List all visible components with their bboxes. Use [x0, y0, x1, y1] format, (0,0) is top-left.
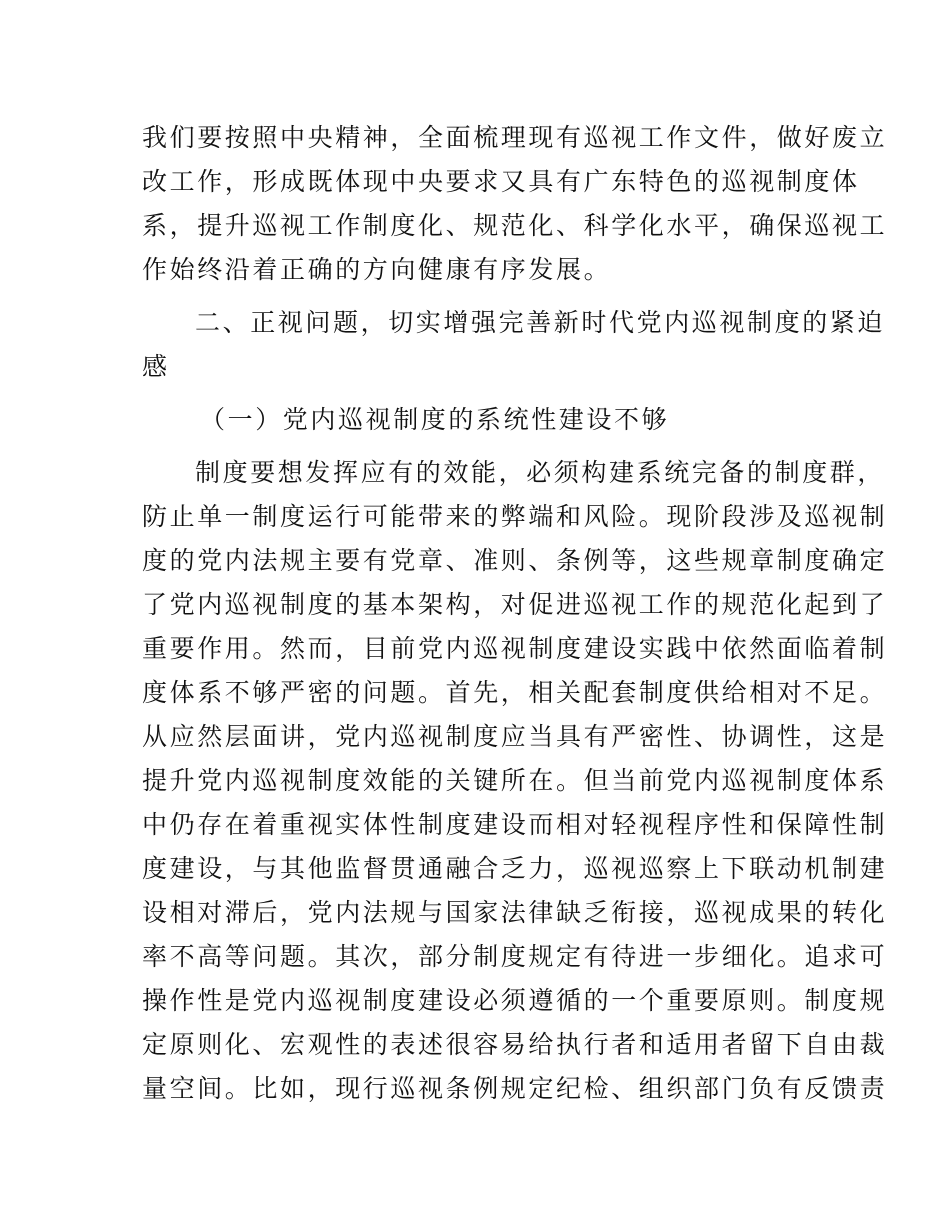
text-line: 了党内巡视制度的基本架构，对促进巡视工作的规范化起到了 — [142, 590, 888, 619]
text-line: 率不高等问题。其次，部分制度规定有待进一步细化。追求可 — [142, 942, 888, 971]
text-line: 作始终沿着正确的方向健康有序发展。 — [142, 255, 612, 284]
text-line: 量空间。比如，现行巡视条例规定纪检、组织部门负有反馈责 — [142, 1074, 888, 1103]
text-line: 从应然层面讲，党内巡视制度应当具有严密性、协调性，这是 — [142, 722, 888, 751]
text-line: 重要作用。然而，目前党内巡视制度建设实践中依然面临着制 — [142, 634, 888, 663]
paragraph-2 — [142, 451, 888, 1111]
document-body — [142, 116, 888, 1111]
paragraph-1 — [142, 116, 888, 292]
text-line: 操作性是党内巡视制度建设必须遵循的一个重要原则。制度规 — [142, 986, 888, 1015]
text-line: 度体系不够严密的问题。首先，相关配套制度供给相对不足。 — [142, 678, 888, 707]
text-line: 度建设，与其他监督贯通融合乏力，巡视巡察上下联动机制建 — [142, 854, 888, 883]
text-line: 度的党内法规主要有党章、准则、条例等，这些规章制度确定 — [142, 546, 888, 575]
text-line: 系，提升巡视工作制度化、规范化、科学化水平，确保巡视工 — [142, 211, 888, 240]
subsection-heading — [142, 398, 812, 442]
text-line: 提升党内巡视制度效能的关键所在。但当前党内巡视制度体系 — [142, 766, 888, 795]
section-heading — [142, 301, 886, 389]
text-line: 制度要想发挥应有的效能，必须构建系统完备的制度群， — [195, 458, 886, 487]
text-line: 防止单一制度运行可能带来的弊端和风险。现阶段涉及巡视制 — [142, 502, 888, 531]
text-line: 定原则化、宏观性的表述很容易给执行者和适用者留下自由裁 — [142, 1030, 888, 1059]
text-line: 改工作，形成既体现中央要求又具有广东特色的巡视制度体 — [142, 167, 860, 196]
text-line: 中仍存在着重视实体性制度建设而相对轻视程序性和保障性制 — [142, 810, 888, 839]
text-line: 我们要按照中央精神，全面梳理现有巡视工作文件，做好废立 — [142, 123, 888, 152]
subsection-heading-line: （一）党内巡视制度的系统性建设不够 — [200, 405, 670, 434]
text-line: 设相对滞后，党内法规与国家法律缺乏衔接，巡视成果的转化 — [142, 898, 888, 927]
section-heading-line: 感 — [142, 352, 170, 381]
section-heading-line: 二、正视问题，切实增强完善新时代党内巡视制度的紧迫 — [195, 308, 886, 337]
